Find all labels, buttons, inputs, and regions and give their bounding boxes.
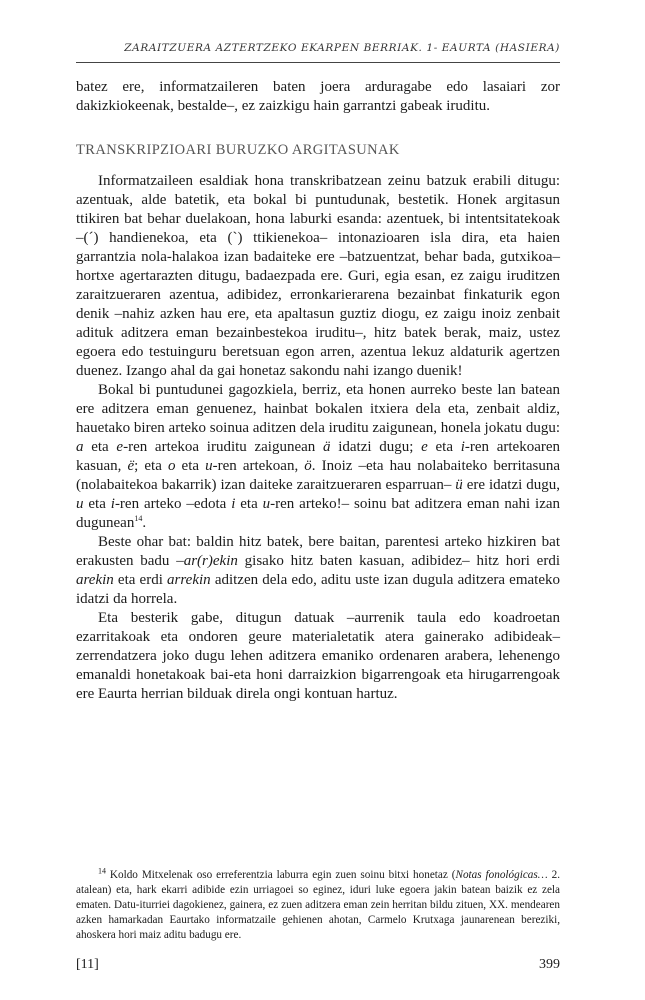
italic-letter: ë — [127, 458, 135, 474]
text-span: -ren arteko!– soinu bat aditzera eman nahi izan dugunean — [76, 496, 561, 531]
text-span: Beste ohar bat: baldin hitz batek, bere baitan, parentesi arteko hizkiren bat erakusten badu — [76, 534, 560, 569]
text-span: -ren arteko –edota — [114, 496, 232, 512]
italic-letter: ü — [455, 477, 463, 493]
text-span: gisako hitz baten kasuan, adibidez– hitz hori erdi — [237, 553, 560, 569]
italic-letter: i — [231, 496, 236, 512]
italic-letter: ä — [323, 439, 331, 455]
text-span: aditzen dela edo, aditu uste izan dugula aditzera emateko idatzi da horrela. — [76, 572, 560, 607]
text-span: eta — [427, 439, 461, 455]
text-span: eta erdi — [113, 572, 168, 588]
text-span: eta — [235, 496, 263, 512]
paragraph-closing: Eta besterik gabe, ditugun datuak –aurrenik taula edo koadroetan ezarritakoak eta ondoren geure materialetatik atera gainerako adibideak–zerrendatzera joko dugu lehen aditzera emaniko ordenaren arabera, lehenengo emanaldi honetakoak bai-eta honi darraizkion bigarrengoak eta hirugarrengoak ere Eaurta herrian bilduak direla ongi kontuan hartuz. — [76, 610, 560, 702]
italic-letter: e — [116, 439, 124, 455]
section-heading: TRANSKRIPZIOARI BURUZKO ARGITASUNAK — [76, 142, 400, 158]
italic-letter: i — [460, 439, 465, 455]
italic-letter: i — [110, 496, 115, 512]
text-span: . Inoiz –eta hau nolabaiteko berritasuna (nolabaitekoa bakarrik) izan daiteke zaraitzueraren esparruan– — [76, 458, 560, 493]
paragraph-accents: Informatzaileen esaldiak hona transkribatzean zeinu batzuk erabili ditugu: azentuak, alde batetik, eta bokal bi puntudunak, bestetik. Honek argitasun ttikiren bat behar duelakoan, hona laburki esanda: azentuek, bi intentsitatekoak –(´) handienekoa, eta (`) ttikienekoa– intonazioaren isla dira, eta haien garrantzia nola-halakoa izan badaiteke ere –batzuentzat, behar bada, gutxikoa– hortxe agertarazten ditugu, badaezpada ere. Guri, egia esan, ez zaigu iruditzen zaraitzueraren azentua, adibidez, erronkarierarena bezainbat finkaturik egon denik –nahiz azken hau ere, eta apaltasun guztiz diogu, ez zaigu inoiz zenbait adituk aditzera eman bezainbestekoa iruditu–, hitz batek berak, maiz, ustez egoera edo testuinguru beretsuan egon arren, azentua lekuz aldaturik agertzen duenez. Izango ahal da gai honetaz sakondu nahi izango duenik! — [76, 173, 560, 379]
footnote — [76, 868, 560, 943]
text-span: -ren artekoa iruditu zaigunean — [123, 439, 323, 455]
italic-word: –ar(r)ekin — [176, 553, 238, 569]
text-span: Koldo Mitxelenak oso erreferentzia laburra egin zuen soinu bitxi honetaz ( — [106, 869, 456, 881]
text-span: eta — [83, 496, 111, 512]
intro-paragraph: batez ere, informatzaileren baten joera arduragabe edo lasaiari zor dakizkiokeenak, bestalde–, ez zaizkigu hain garrantzi gabeak iruditu. — [76, 79, 560, 114]
italic-letter: u — [76, 496, 84, 512]
footnote-reference[interactable]: 14 — [134, 514, 143, 523]
text-span: idatzi dugu; — [330, 439, 422, 455]
footnote-text — [76, 868, 560, 943]
text-span: Bokal bi puntudunei gagozkiela, berriz, eta honen aurreko beste lan batean ere aditzera eman genuenez, hainbat bokalen itxiera dela eta, zenbait aldiz, hauetako biren arteko soinua aditzen dela iruditu zaigunean, honela jokatu dugu: — [76, 382, 560, 436]
italic-letter: u — [262, 496, 271, 512]
intro-paragraph-block — [76, 78, 560, 116]
paragraph-dotted-vowels — [76, 381, 560, 533]
italic-letter: a — [76, 439, 84, 455]
paragraph-parentheses — [76, 533, 560, 609]
italic-word: arekin — [76, 572, 114, 588]
page-number: 399 — [539, 957, 560, 972]
italic-letter: ö — [304, 458, 312, 474]
italic-letter: o — [167, 458, 176, 474]
text-span: ere idatzi dugu, — [462, 477, 560, 493]
text-span: ; eta — [134, 458, 168, 474]
footnote-number: 14 — [98, 866, 106, 876]
text-span: . — [142, 515, 147, 531]
text-span: eta — [83, 439, 117, 455]
main-text — [76, 172, 560, 704]
italic-letter: u — [205, 458, 213, 474]
text-span: -ren artekoan, — [212, 458, 305, 474]
italic-word: arrekin — [167, 572, 211, 588]
text-span: eta — [175, 458, 206, 474]
italic-letter: e — [421, 439, 428, 455]
text-span: -ren artekoaren kasuan, — [76, 439, 561, 474]
folio-left: [11] — [76, 957, 99, 972]
running-header: ZARAITZUERA AZTERTZEKO EKARPEN BERRIAK. 1- EAURTA (HASIERA) — [76, 42, 560, 63]
cited-work-title: Notas fonológicas… — [455, 869, 548, 881]
text-span: 2. atalean) eta, hark ekarri adibide ezin urriagoei so eginez, iduri luke egoera jakin batean baizik ez zela ematen. Datu-iturriei dagokienez, gainera, ez zuen aditzera eman zein herritan bildu zituen, XX. mendearen azken hamarkadan Eaurtako informatzaile gehienen ahotan, Carmelo Krutxaga jaunarenean bereziki, ahoskera hori maiz aditu badugu ere. — [76, 869, 561, 941]
